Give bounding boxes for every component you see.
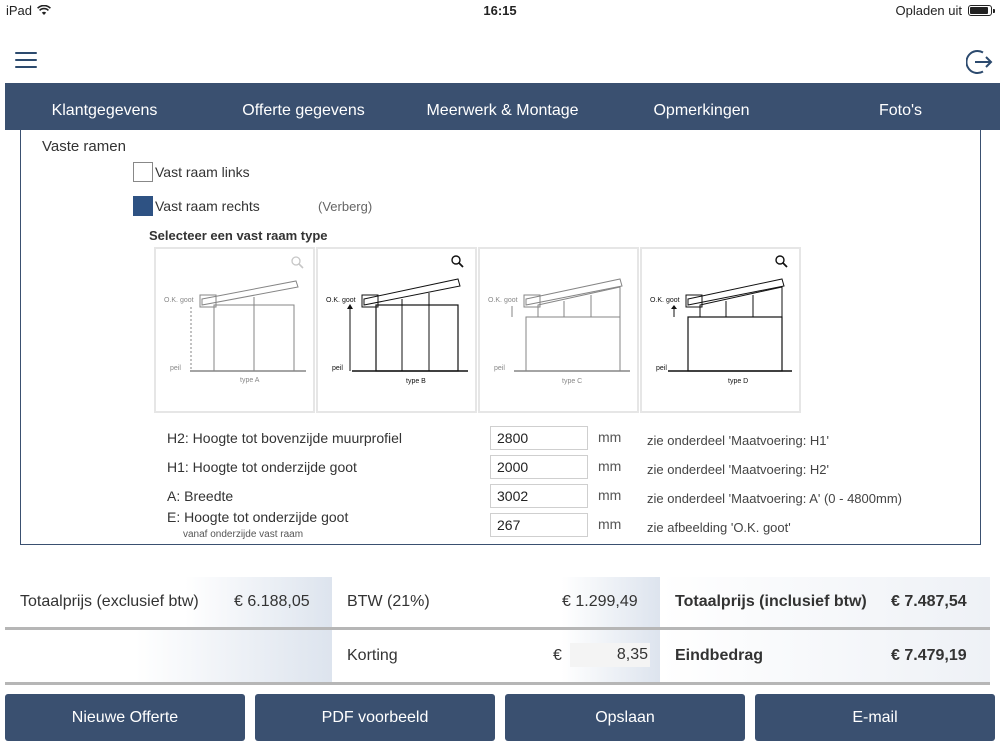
status-time: 16:15 xyxy=(483,3,517,18)
left-window-option xyxy=(133,162,250,182)
breedte-unit: mm xyxy=(598,487,622,503)
new-quote-button[interactable]: Nieuwe Offerte xyxy=(5,694,245,741)
discount-label: Korting xyxy=(347,647,398,664)
h2-label: H2: Hoogte tot bovenzijde muurprofiel xyxy=(167,430,403,446)
tab-meerwerk-montage[interactable]: Meerwerk & Montage xyxy=(426,101,579,119)
hide-link[interactable]: (Verberg) xyxy=(318,199,373,214)
svg-text:O.K. goot: O.K. goot xyxy=(488,297,518,304)
svg-text:type A: type A xyxy=(240,377,260,384)
type-d-diagram xyxy=(642,249,799,411)
svg-text:peil: peil xyxy=(656,365,667,372)
totals-bottom-divider xyxy=(5,682,990,685)
tab-fotos[interactable]: Foto's xyxy=(878,101,923,119)
h2-unit: mm xyxy=(598,429,622,445)
pdf-preview-button[interactable]: PDF voorbeeld xyxy=(255,694,495,741)
type-d-card[interactable] xyxy=(640,247,801,413)
excl-value: € 6.188,05 xyxy=(234,593,310,610)
totals-panel xyxy=(5,577,990,685)
breedte-input[interactable] xyxy=(490,484,588,508)
hamburger-menu-icon[interactable] xyxy=(15,52,37,70)
svg-text:type B: type B xyxy=(406,378,426,385)
e-label: E: Hoogte tot onderzijde goot xyxy=(167,509,349,525)
svg-text:type C: type C xyxy=(562,378,583,385)
discount-input[interactable]: 8,35 xyxy=(570,643,650,667)
vaste-ramen-panel xyxy=(20,130,981,545)
left-window-label: Vast raam links xyxy=(155,164,250,180)
save-button[interactable]: Opslaan xyxy=(505,694,745,741)
device-name: iPad xyxy=(6,3,33,18)
select-type-title: Selecteer een vast raam type xyxy=(149,228,328,243)
form-row-e xyxy=(21,509,982,540)
left-window-checkbox[interactable] xyxy=(133,162,153,182)
email-button[interactable]: E-mail xyxy=(755,694,995,741)
btw-label: BTW (21%) xyxy=(347,593,430,610)
svg-text:O.K. goot: O.K. goot xyxy=(326,297,356,304)
form-row-breedte xyxy=(21,484,982,510)
h1-label: H1: Hoogte tot onderzijde goot xyxy=(167,459,357,475)
e-unit: mm xyxy=(598,516,622,532)
window-type-gallery xyxy=(154,247,801,413)
right-window-option xyxy=(133,196,260,216)
svg-text:O.K. goot: O.K. goot xyxy=(164,297,194,304)
tab-offerte-gegevens[interactable]: Offerte gegevens xyxy=(242,101,365,119)
type-c-card[interactable] xyxy=(478,247,639,413)
tab-opmerkingen[interactable]: Opmerkingen xyxy=(653,101,750,119)
e-input[interactable] xyxy=(490,513,588,537)
action-bar xyxy=(5,694,995,741)
incl-label: Totaalprijs (inclusief btw) xyxy=(675,593,867,610)
final-value: € 7.479,19 xyxy=(891,647,967,664)
h2-note: zie onderdeel 'Maatvoering: H1' xyxy=(647,433,830,448)
breedte-note: zie onderdeel 'Maatvoering: A' (0 - 4800mm) xyxy=(647,491,902,506)
right-window-label: Vast raam rechts xyxy=(155,198,260,214)
h1-input[interactable] xyxy=(490,455,588,479)
battery-icon xyxy=(968,5,992,16)
type-c-diagram xyxy=(480,249,637,411)
svg-text:peil: peil xyxy=(494,365,505,372)
type-b-diagram xyxy=(318,249,475,411)
e-sublabel: vanaf onderzijde vast raam xyxy=(183,529,304,540)
e-note: zie afbeelding 'O.K. goot' xyxy=(647,520,791,535)
h2-input[interactable] xyxy=(490,426,588,450)
type-a-card[interactable] xyxy=(154,247,315,413)
h1-note: zie onderdeel 'Maatvoering: H2' xyxy=(647,462,830,477)
svg-text:peil: peil xyxy=(170,365,181,372)
logout-icon[interactable] xyxy=(966,48,994,76)
svg-text:peil: peil xyxy=(332,365,343,372)
svg-text:O.K. goot: O.K. goot xyxy=(650,297,680,304)
final-label: Eindbedrag xyxy=(675,647,764,664)
section-title: Vaste ramen xyxy=(42,138,126,155)
form-row-h1 xyxy=(21,455,982,481)
breedte-label: A: Breedte xyxy=(167,488,234,504)
incl-value: € 7.487,54 xyxy=(891,593,967,610)
discount-currency: € xyxy=(553,647,562,664)
right-window-checkbox[interactable] xyxy=(133,196,153,216)
tab-klantgegevens[interactable]: Klantgegevens xyxy=(51,101,158,119)
totals-divider xyxy=(5,627,990,630)
btw-value: € 1.299,49 xyxy=(562,593,638,610)
type-a-diagram xyxy=(156,249,313,411)
form-row-h2 xyxy=(21,426,982,452)
status-right xyxy=(896,3,993,18)
type-b-card[interactable] xyxy=(316,247,477,413)
tab-bar xyxy=(5,83,1000,130)
svg-text:type D: type D xyxy=(728,378,749,385)
h1-unit: mm xyxy=(598,458,622,474)
battery-label: Opladen uit xyxy=(895,3,962,18)
status-bar xyxy=(0,0,1000,22)
excl-label: Totaalprijs (exclusief btw) xyxy=(20,593,199,610)
